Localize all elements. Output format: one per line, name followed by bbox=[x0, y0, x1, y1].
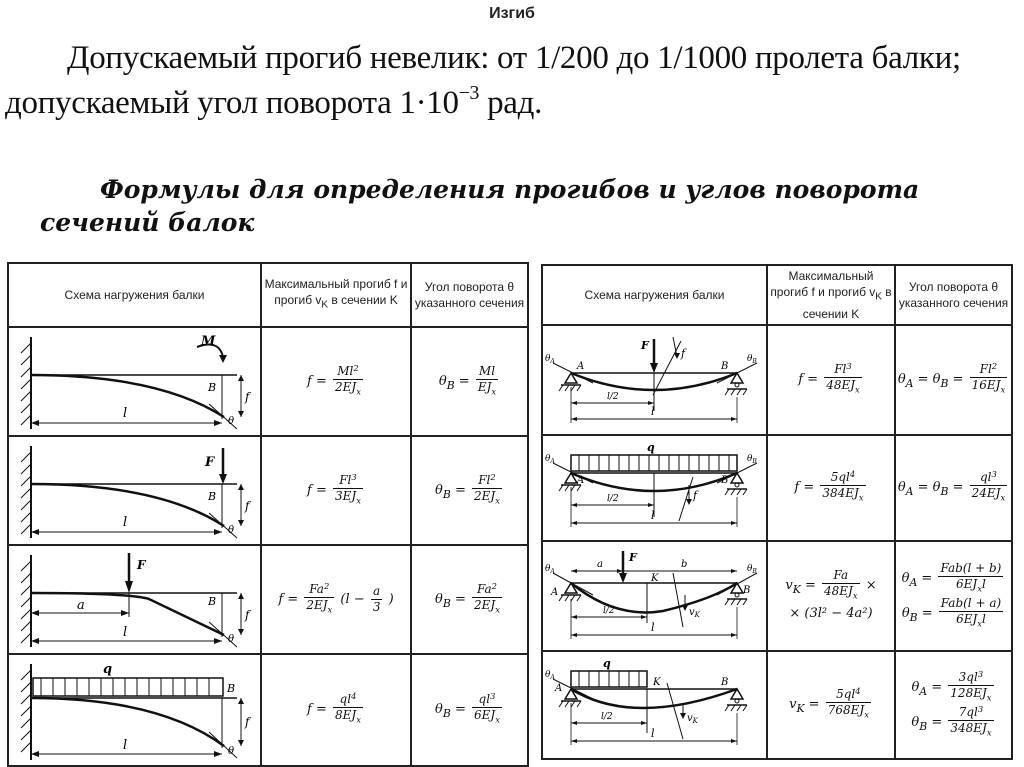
scheme-cell bbox=[8, 545, 261, 654]
label-theta: θ bbox=[228, 746, 235, 757]
formula-lhs: θ bbox=[438, 374, 447, 389]
equals: = bbox=[948, 372, 964, 388]
beam-diagram-end-force bbox=[9, 438, 258, 543]
label-theta: θ bbox=[228, 416, 235, 427]
subscript: x bbox=[858, 492, 864, 503]
label-a: a bbox=[77, 598, 85, 613]
formula-lhs: θ bbox=[435, 592, 443, 607]
scheme-cell bbox=[542, 325, 767, 435]
subscript: x bbox=[356, 714, 361, 725]
deflection-formula bbox=[307, 473, 365, 508]
exponent: 3 bbox=[490, 691, 496, 702]
label-B: B bbox=[208, 381, 217, 394]
subscript: x bbox=[855, 384, 860, 395]
fraction-denominator: 24EJ bbox=[971, 486, 1001, 501]
label-b: b bbox=[681, 559, 688, 570]
fraction-numerator: Fa bbox=[822, 568, 860, 584]
deflection-formula bbox=[794, 470, 867, 505]
label-l: l bbox=[123, 406, 128, 421]
fraction-denominator: 6EJ bbox=[474, 708, 496, 723]
label-theta-B: $\theta_B$ bbox=[747, 454, 757, 465]
fraction bbox=[304, 582, 334, 617]
subscript: B bbox=[909, 610, 918, 624]
label-theta-A: $\theta_A$ bbox=[545, 454, 555, 465]
fraction-numerator: ql bbox=[979, 470, 992, 485]
exponent: 2 bbox=[991, 361, 998, 372]
subscript: x bbox=[864, 709, 869, 720]
label-B: B bbox=[208, 595, 217, 608]
angle-formula-cell bbox=[895, 325, 1012, 435]
angle-formula-B bbox=[902, 596, 1006, 631]
column-header-deflection-sub: K bbox=[875, 291, 882, 303]
equals: = bbox=[927, 715, 943, 731]
exponent: 3 bbox=[351, 471, 357, 482]
angle-formula-cell bbox=[895, 541, 1012, 651]
formula-lhs: θ bbox=[901, 570, 910, 586]
beam-diagram-simply-supported-distributed bbox=[543, 437, 764, 539]
beam-diagram-central-force bbox=[543, 327, 764, 433]
label-K: K bbox=[651, 573, 659, 584]
label-theta-A: $\theta_A$ bbox=[545, 354, 555, 365]
label-B: B bbox=[227, 682, 236, 695]
label-F: F bbox=[629, 551, 637, 564]
label-half-span: l/2 bbox=[607, 494, 619, 504]
subscript: x bbox=[356, 495, 361, 506]
table-row bbox=[542, 325, 1012, 435]
angle-formula-cell bbox=[411, 654, 528, 766]
scheme-cell bbox=[8, 654, 261, 766]
fraction bbox=[824, 362, 862, 397]
deflection-formula bbox=[307, 692, 365, 727]
angle-formula-cell bbox=[411, 436, 528, 545]
fraction bbox=[948, 705, 993, 740]
exponent: 2 bbox=[323, 580, 330, 591]
label-F: F bbox=[137, 558, 146, 572]
exponent: 4 bbox=[855, 686, 861, 697]
formula-line-2: × (3l² − 4a²) bbox=[789, 605, 873, 621]
angle-formula bbox=[439, 364, 500, 399]
deflection-formula bbox=[307, 364, 365, 399]
fraction-numerator: Fl bbox=[339, 472, 352, 487]
deflection-formula bbox=[789, 687, 873, 722]
beam-diagram-eccentric-force bbox=[543, 543, 764, 649]
subscript: x bbox=[327, 604, 333, 615]
exponent: 2 bbox=[353, 362, 359, 373]
fraction bbox=[826, 687, 871, 722]
angle-formula bbox=[435, 692, 504, 727]
label-A: A bbox=[577, 361, 585, 372]
subscript: A bbox=[919, 684, 928, 698]
exponent: 3 bbox=[977, 668, 984, 679]
fraction-numerator: 3ql bbox=[958, 669, 978, 684]
deflection-formula-cell bbox=[261, 436, 411, 545]
angle-formula-cell bbox=[411, 327, 528, 436]
fraction-denominator: 48EJ bbox=[824, 584, 853, 599]
label-A: A bbox=[577, 475, 585, 486]
subscript: x bbox=[852, 590, 858, 601]
deflection-formula-cell bbox=[767, 435, 895, 541]
scheme-cell bbox=[542, 541, 767, 651]
label-K: K bbox=[653, 677, 661, 688]
fraction-denominator: 8EJ bbox=[335, 708, 357, 723]
subscript: B bbox=[442, 707, 451, 721]
label-l: l bbox=[651, 727, 655, 740]
beam-diagram-inner-force bbox=[9, 547, 258, 652]
scheme-cell bbox=[8, 327, 261, 436]
exponent: 4 bbox=[849, 469, 856, 480]
table-row bbox=[8, 654, 528, 766]
exponent: 2 bbox=[491, 580, 497, 591]
fraction-numerator: ql bbox=[478, 692, 491, 707]
subscript: x bbox=[977, 583, 982, 593]
table-row bbox=[8, 545, 528, 654]
subscript: B bbox=[446, 378, 455, 392]
column-header-angle: Угол поворота θ указанного сечения bbox=[411, 263, 528, 327]
deflection-formula bbox=[798, 362, 864, 397]
fraction bbox=[472, 582, 502, 617]
label-l: l bbox=[651, 405, 655, 418]
angle-formula bbox=[898, 470, 1009, 505]
fraction-denominator: 3 bbox=[372, 600, 381, 614]
label-l: l bbox=[123, 515, 128, 530]
column-header-angle: Угол поворота θ указанного сечения bbox=[895, 265, 1012, 325]
subscript: x bbox=[495, 604, 500, 615]
beam-diagram-distributed-load bbox=[9, 656, 258, 764]
intro-line-1: Допускаемый прогиб невелик: от 1/200 до 1/1000 пролета балки; bbox=[67, 40, 961, 76]
subscript: x bbox=[495, 495, 500, 506]
fraction-numerator: Ml bbox=[337, 363, 354, 378]
label-a: a bbox=[597, 559, 603, 570]
label-theta: θ bbox=[228, 634, 235, 645]
angle-formula bbox=[898, 362, 1009, 397]
formula-lhs: f = bbox=[794, 480, 815, 496]
fraction bbox=[970, 470, 1008, 505]
angle-formula bbox=[911, 670, 995, 741]
formula-lhs: f = bbox=[307, 702, 327, 718]
paren-open: (l − bbox=[340, 592, 365, 607]
formula-lhs: θ bbox=[911, 679, 920, 695]
fraction-denominator: 3EJ bbox=[335, 488, 357, 503]
table-row bbox=[542, 541, 1012, 651]
subscript: x bbox=[1000, 384, 1006, 395]
fraction bbox=[820, 470, 865, 505]
column-header-deflection-suffix: в сечении K bbox=[328, 293, 398, 308]
formula-lhs: θ bbox=[435, 702, 443, 718]
exponent: 3 bbox=[846, 361, 852, 372]
label-l: l bbox=[123, 738, 128, 753]
angle-formula bbox=[435, 582, 504, 617]
subscript: A bbox=[909, 575, 918, 589]
exponent: 3 bbox=[977, 703, 984, 714]
subscript: K bbox=[792, 583, 801, 597]
fraction bbox=[333, 364, 363, 399]
column-header-deflection-sub: K bbox=[321, 299, 329, 311]
fraction-numerator: Fl bbox=[979, 362, 992, 377]
label-B: B bbox=[721, 361, 729, 372]
fraction bbox=[476, 364, 498, 399]
fraction-denominator: 348EJ bbox=[950, 721, 987, 735]
section-heading-line-2: сечений балок bbox=[40, 208, 255, 237]
label-theta-A: $\theta_A$ bbox=[545, 564, 555, 575]
column-header-deflection-suffix: в сечении K bbox=[802, 285, 892, 321]
formula-lhs: v bbox=[785, 578, 793, 594]
fraction-numerator: a bbox=[371, 584, 383, 600]
label-vK: $v_K$ bbox=[689, 607, 700, 619]
equals: = bbox=[800, 578, 816, 594]
intro-line-2 bbox=[5, 82, 543, 122]
simply-supported-formulas-table bbox=[541, 264, 1013, 760]
subscript: B bbox=[919, 719, 928, 733]
angle-formula bbox=[902, 561, 1006, 632]
equals: = bbox=[917, 570, 933, 586]
subscript: x bbox=[977, 618, 983, 629]
fraction bbox=[948, 670, 993, 705]
label-B: B bbox=[721, 677, 729, 688]
fraction bbox=[939, 596, 1003, 631]
label-theta: θ bbox=[228, 525, 235, 536]
label-A: A bbox=[555, 683, 563, 694]
deflection-formula bbox=[278, 582, 393, 617]
fraction-numerator: Fl bbox=[834, 362, 847, 377]
equals: = bbox=[454, 374, 470, 389]
subscript: A bbox=[905, 377, 914, 391]
fraction-denominator: 2EJ bbox=[306, 597, 328, 612]
table-header-row bbox=[542, 265, 1012, 325]
fraction bbox=[472, 692, 502, 727]
subscript: A bbox=[905, 485, 914, 499]
table-row bbox=[542, 435, 1012, 541]
table-row bbox=[8, 436, 528, 545]
fraction-denominator: 6EJ bbox=[956, 612, 978, 626]
fraction-denominator: 2EJ bbox=[474, 488, 496, 503]
denominator-tail: l bbox=[982, 612, 986, 626]
formula-lhs: θ bbox=[901, 606, 910, 622]
fraction bbox=[938, 561, 1003, 596]
fraction bbox=[371, 584, 383, 615]
formula-lhs: f = bbox=[307, 374, 327, 389]
equals: = bbox=[948, 480, 964, 496]
subscript: B bbox=[940, 377, 949, 391]
subscript: B bbox=[442, 596, 451, 610]
angle-formula-cell bbox=[895, 435, 1012, 541]
fraction-denominator: 2EJ bbox=[474, 597, 496, 612]
label-B: B bbox=[721, 475, 729, 486]
formula-lhs: θ bbox=[911, 715, 920, 731]
exponent: 3 bbox=[991, 469, 997, 480]
table-header-row bbox=[8, 263, 528, 327]
label-theta-A: $\theta_A$ bbox=[545, 670, 555, 681]
label-M: M bbox=[201, 334, 216, 349]
label-f: f bbox=[693, 489, 698, 502]
fraction-denominator: 48EJ bbox=[826, 378, 856, 393]
column-header-deflection-text: Максимальный прогиб f и прогиб v bbox=[770, 269, 876, 300]
label-half-span: l/2 bbox=[601, 712, 613, 722]
equals-theta: = θ bbox=[913, 480, 941, 496]
equals: = bbox=[927, 679, 943, 695]
formula-lhs: f = bbox=[798, 372, 819, 388]
intro-line-2-exponent: −3 bbox=[458, 82, 480, 105]
paren-close: ) bbox=[388, 592, 394, 607]
formula-lhs: θ bbox=[897, 480, 906, 496]
equals: = bbox=[450, 702, 466, 718]
label-theta-B: $\theta_B$ bbox=[747, 354, 757, 365]
fraction-denominator: 768EJ bbox=[827, 703, 865, 718]
subscript: x bbox=[491, 386, 497, 397]
scheme-cell bbox=[8, 436, 261, 545]
fraction-numerator: Fa bbox=[476, 581, 492, 596]
label-half-span: l/2 bbox=[603, 606, 615, 616]
fraction-denominator: 384EJ bbox=[822, 486, 859, 501]
exponent: 2 bbox=[490, 471, 496, 482]
angle-formula-A bbox=[911, 670, 995, 705]
fraction bbox=[822, 568, 860, 603]
column-header-scheme: Схема нагружения балки bbox=[542, 265, 767, 325]
fraction-denominator: 128EJ bbox=[950, 685, 987, 700]
fraction-numerator: Fab(l + a) bbox=[940, 596, 1002, 610]
label-F: F bbox=[205, 455, 215, 470]
beam-diagram-moment bbox=[9, 329, 258, 434]
subscript: K bbox=[796, 702, 805, 716]
subscript: x bbox=[356, 386, 361, 397]
subscript: B bbox=[442, 487, 451, 501]
formula-lhs: v bbox=[789, 697, 797, 713]
label-B: B bbox=[743, 585, 751, 596]
angle-formula-cell bbox=[411, 545, 528, 654]
scheme-cell bbox=[542, 651, 767, 759]
equals: = bbox=[450, 483, 466, 498]
angle-formula bbox=[435, 473, 504, 508]
label-l: l bbox=[651, 509, 655, 522]
fraction-numerator: 7ql bbox=[958, 705, 978, 719]
label-q: q bbox=[103, 662, 113, 677]
label-f: f bbox=[245, 715, 250, 729]
label-vK: $v_K$ bbox=[687, 713, 698, 725]
exponent: 4 bbox=[351, 691, 357, 702]
label-theta-B: $\theta_B$ bbox=[747, 564, 757, 575]
column-header-deflection bbox=[767, 265, 895, 325]
fraction-denominator: 6EJ bbox=[956, 576, 978, 591]
label-A: A bbox=[551, 587, 559, 598]
column-header-scheme: Схема нагружения балки bbox=[8, 263, 261, 327]
label-q: q bbox=[647, 441, 655, 454]
table-row bbox=[542, 651, 1012, 759]
subscript: x bbox=[495, 714, 500, 725]
formula-line-1 bbox=[785, 568, 876, 603]
formula-lhs: θ bbox=[435, 483, 443, 498]
fraction-numerator: Fl bbox=[478, 472, 491, 487]
label-l: l bbox=[651, 621, 655, 634]
fraction-numerator: 5ql bbox=[836, 687, 856, 702]
formula-lhs: f = bbox=[278, 592, 299, 607]
intro-line-2-suffix: рад. bbox=[479, 85, 543, 121]
label-F: F bbox=[641, 339, 649, 352]
deflection-formula bbox=[785, 568, 876, 623]
label-l: l bbox=[123, 625, 128, 640]
equals: = bbox=[450, 592, 466, 607]
fraction-numerator: Fab(l + b) bbox=[940, 560, 1002, 575]
fraction-denominator: 2EJ bbox=[335, 379, 357, 394]
page-title: Изгиб bbox=[489, 5, 535, 22]
label-f: f bbox=[245, 390, 250, 404]
label-f: f bbox=[245, 499, 250, 513]
fraction bbox=[333, 692, 363, 727]
deflection-formula-cell bbox=[767, 651, 895, 759]
cantilever-formulas-table bbox=[7, 262, 529, 767]
formula-lhs: f = bbox=[307, 483, 327, 498]
times-sign: × bbox=[861, 578, 877, 594]
scheme-cell bbox=[542, 435, 767, 541]
equals: = bbox=[917, 606, 933, 622]
fraction bbox=[472, 473, 502, 508]
fraction bbox=[970, 362, 1008, 397]
fraction-numerator: Fa bbox=[309, 581, 324, 596]
equals-theta: = θ bbox=[913, 372, 941, 388]
formula-lhs: θ bbox=[897, 372, 906, 388]
label-half-span: l/2 bbox=[607, 392, 619, 402]
deflection-formula-cell bbox=[767, 325, 895, 435]
label-q: q bbox=[603, 657, 611, 670]
deflection-formula-cell bbox=[261, 327, 411, 436]
subscript: x bbox=[986, 692, 992, 702]
column-header-deflection bbox=[261, 263, 411, 327]
deflection-formula-cell bbox=[767, 541, 895, 651]
deflection-formula-cell bbox=[261, 545, 411, 654]
angle-formula-B bbox=[911, 705, 995, 740]
fraction-denominator: EJ bbox=[477, 379, 492, 394]
table-row bbox=[8, 327, 528, 436]
fraction-numerator: 5ql bbox=[830, 470, 850, 485]
equals: = bbox=[804, 697, 820, 713]
subscript: x bbox=[1000, 492, 1006, 503]
beam-diagram-half-distributed bbox=[543, 653, 764, 757]
intro-line-2-prefix: допускаемый угол поворота 1·10 bbox=[5, 85, 459, 121]
fraction-numerator: ql bbox=[339, 692, 352, 707]
label-f: f bbox=[681, 347, 686, 360]
deflection-formula-cell bbox=[261, 654, 411, 766]
angle-formula-A bbox=[902, 561, 1006, 596]
fraction-denominator: 16EJ bbox=[971, 378, 1001, 393]
denominator-tail: l bbox=[981, 576, 986, 591]
subscript: x bbox=[986, 727, 992, 738]
subscript: B bbox=[940, 485, 949, 499]
section-heading-line-1: Формулы для определения прогибов и углов поворота bbox=[100, 175, 920, 204]
fraction bbox=[333, 473, 363, 508]
label-B: B bbox=[208, 490, 217, 503]
fraction-numerator: Ml bbox=[478, 363, 496, 378]
label-f: f bbox=[245, 608, 250, 622]
angle-formula-cell bbox=[895, 651, 1012, 759]
column-header-deflection-text: Максимальный прогиб f и прогиб v bbox=[264, 277, 408, 308]
